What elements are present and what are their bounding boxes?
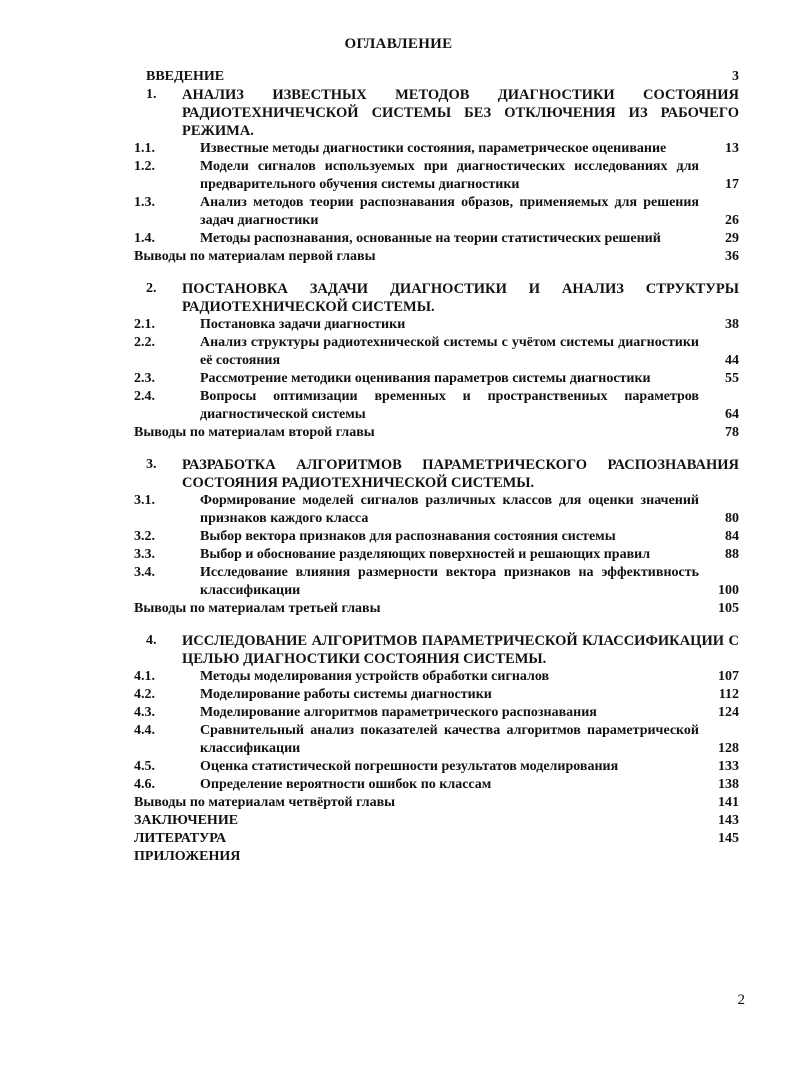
chapter-heading [134,280,739,316]
endmatter-entry [134,812,739,830]
section-page: 112 [718,687,739,702]
section-title: Методы распознавания, основанные на теории статистических решений [200,231,661,246]
conclusion-label: Выводы по материалам второй главы [134,425,375,440]
section-title: Известные методы диагностики состояния, параметрическое оценивание [200,141,667,156]
section-page: 44 [725,353,739,368]
conclusion-label: Выводы по материалам четвёртой главы [134,795,396,810]
section-number: 3.2. [134,529,155,544]
toc-entry [134,230,739,248]
endmatter-label: ПРИЛОЖЕНИЯ [134,849,241,864]
section-page: 133 [718,759,739,774]
section-title: Моделирование алгоритмов параметрического распознавания [200,705,597,720]
section-title: Сравнительный анализ показателей качества алгоритмов параметрической классификации [200,723,699,756]
section-page: 124 [718,705,739,720]
section-title: Формирование моделей сигналов различных классов для оценки значений признаков каждого класса [200,493,699,526]
chapter-conclusion [134,424,739,442]
section-page: 107 [718,669,739,684]
section-page: 38 [725,317,739,332]
section-title: Модели сигналов используемых при диагностических исследованиях для предварительного обучения системы диагностики [200,159,699,192]
section-number: 1.4. [134,231,155,246]
section-number: 4.5. [134,759,155,774]
section-number: 2.1. [134,317,155,332]
chapter-number: 1. [146,87,157,102]
toc-entry [134,388,739,424]
table-of-contents [134,68,739,866]
toc-entry [134,758,739,776]
section-title: Исследование влияния размерности вектора признаков на эффективность классификации [200,565,699,598]
endmatter-label: ЛИТЕРАТУРА [134,831,227,846]
section-number: 3.4. [134,565,155,580]
chapter-conclusion [134,794,739,812]
conclusion-label: Выводы по материалам третьей главы [134,601,381,616]
section-number: 2.4. [134,389,155,404]
toc-entry [134,140,739,158]
chapter-conclusion [134,600,739,618]
chapter-spacer [134,266,739,280]
section-title: Моделирование работы системы диагностики [200,687,492,702]
page-number: 2 [737,992,745,1008]
chapter-heading [134,632,739,668]
section-page: 55 [725,371,739,386]
section-number: 4.4. [134,723,155,738]
toc-entry [134,704,739,722]
chapter-title: АНАЛИЗ ИЗВЕСТНЫХ МЕТОДОВ ДИАГНОСТИКИ СОСТОЯНИЯ РАДИОТЕХНИЧЕЧСКОЙ СИСТЕМЫ БЕЗ ОТКЛЮЧЕНИЯ ИЗ РАБОЧЕГО РЕЖИМА. [182,87,739,139]
section-page: 100 [718,583,739,598]
section-number: 2.3. [134,371,155,386]
section-title: Выбор и обоснование разделяющих поверхностей и решающих правил [200,547,651,562]
chapter-number: 3. [146,457,157,472]
section-number: 4.6. [134,777,155,792]
chapter-title: ПОСТАНОВКА ЗАДАЧИ ДИАГНОСТИКИ И АНАЛИЗ СТРУКТУРЫ РАДИОТЕХНИЧЕСКОЙ СИСТЕМЫ. [182,281,739,315]
toc-entry [134,334,739,370]
chapter-heading [134,456,739,492]
section-number: 1.2. [134,159,155,174]
section-page: 64 [725,407,739,422]
section-page: 13 [725,141,739,156]
section-title: Методы моделирования устройств обработки сигналов [200,669,550,684]
section-title: Анализ структуры радиотехнической системы с учётом системы диагностики её состояния [200,335,699,368]
chapter-spacer [134,618,739,632]
section-title: Рассмотрение методики оценивания параметров системы диагностики [200,371,651,386]
toc-intro-label: ВВЕДЕНИЕ [146,69,225,84]
chapter-heading [134,86,739,140]
toc-intro [134,68,739,86]
section-number: 4.2. [134,687,155,702]
toc-entry [134,194,739,230]
toc-entry [134,686,739,704]
toc-entry [134,370,739,388]
section-title: Постановка задачи диагностики [200,317,406,332]
section-title: Вопросы оптимизации временных и пространственных параметров диагностической системы [200,389,699,422]
toc-entry [134,722,739,758]
section-page: 80 [725,511,739,526]
section-number: 1.1. [134,141,155,156]
section-number: 4.3. [134,705,155,720]
toc-entry [134,776,739,794]
toc-entry [134,492,739,528]
section-title: Выбор вектора признаков для распознавания состояния системы [200,529,616,544]
section-number: 4.1. [134,669,155,684]
chapter-title: РАЗРАБОТКА АЛГОРИТМОВ ПАРАМЕТРИЧЕСКОГО РАСПОЗНАВАНИЯ СОСТОЯНИЯ РАДИОТЕХНИЧЕСКОЙ СИСТЕМЫ. [182,457,739,491]
endmatter-entry [134,830,739,848]
chapter-number: 2. [146,281,157,296]
section-number: 3.1. [134,493,155,508]
toc-entry [134,528,739,546]
chapter-number: 4. [146,633,157,648]
toc-entry [134,546,739,564]
endmatter-page: 143 [718,813,739,828]
chapter-conclusion [134,248,739,266]
conclusion-page: 105 [718,601,739,616]
conclusion-page: 36 [725,249,739,264]
toc-entry [134,158,739,194]
endmatter-label: ЗАКЛЮЧЕНИЕ [134,813,239,828]
section-page: 88 [725,547,739,562]
conclusion-label: Выводы по материалам первой главы [134,249,376,264]
section-page: 29 [725,231,739,246]
section-page: 26 [725,213,739,228]
chapter-title: ИССЛЕДОВАНИЕ АЛГОРИТМОВ ПАРАМЕТРИЧЕСКОЙ КЛАССИФИКАЦИИ С ЦЕЛЬЮ ДИАГНОСТИКИ СОСТОЯНИЯ СИСТЕМЫ. [182,633,739,667]
section-title: Оценка статистической погрешности результатов моделирования [200,759,619,774]
toc-entry [134,316,739,334]
section-number: 2.2. [134,335,155,350]
conclusion-page: 141 [718,795,739,810]
section-title: Определение вероятности ошибок по классам [200,777,492,792]
section-page: 17 [725,177,739,192]
chapter-spacer [134,442,739,456]
endmatter-entry [134,848,739,866]
section-number: 1.3. [134,195,155,210]
conclusion-page: 78 [725,425,739,440]
toc-entry [134,668,739,686]
toc-entry [134,564,739,600]
section-page: 128 [718,741,739,756]
endmatter-page: 145 [718,831,739,846]
section-number: 3.3. [134,547,155,562]
section-page: 84 [725,529,739,544]
page-title: ОГЛАВЛЕНИЕ [344,36,453,52]
toc-intro-page: 3 [732,69,739,84]
section-title: Анализ методов теории распознавания образов, применяемых для решения задач диагностики [200,195,699,228]
section-page: 138 [718,777,739,792]
